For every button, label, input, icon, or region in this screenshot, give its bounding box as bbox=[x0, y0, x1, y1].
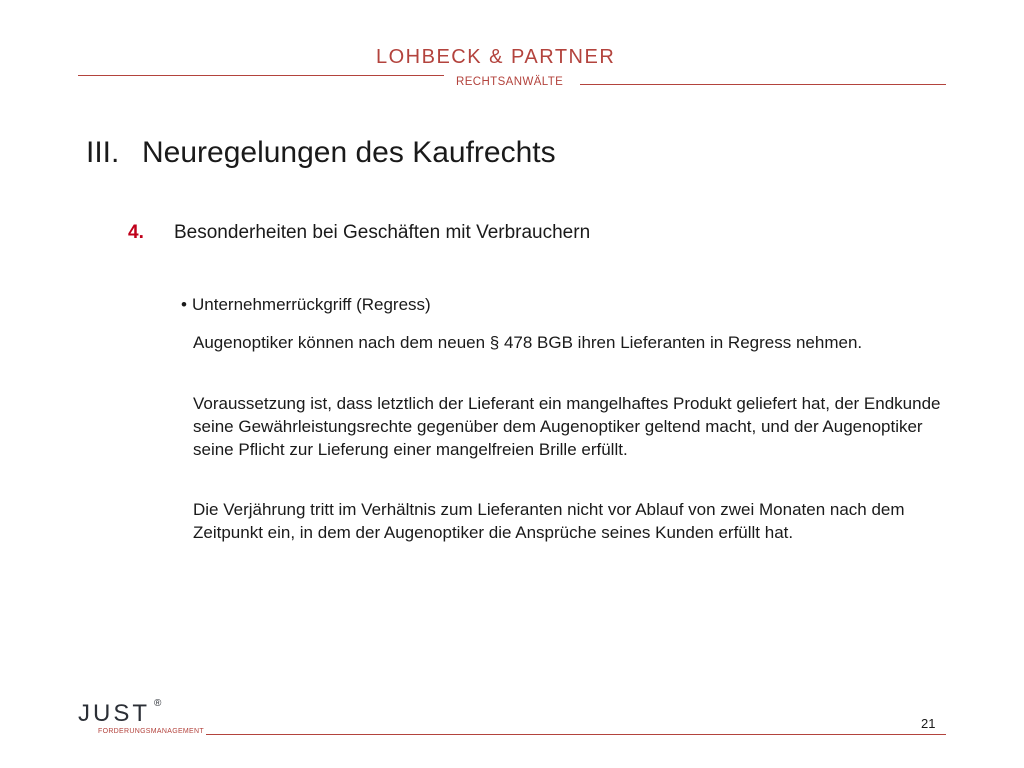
bullet-marker: • bbox=[181, 295, 187, 314]
title-text: Neuregelungen des Kaufrechts bbox=[142, 136, 556, 169]
header-rule-right bbox=[580, 84, 946, 85]
header-rule-left bbox=[78, 75, 444, 76]
paragraph-regress: Augenoptiker können nach dem neuen § 478 BGB ihren Lieferanten in Regress nehmen. bbox=[193, 333, 863, 352]
logo-text: JUST bbox=[78, 700, 150, 727]
logo-subtitle: FORDERUNGSMANAGEMENT bbox=[98, 728, 204, 735]
slide-title bbox=[86, 136, 556, 170]
firm-subtitle: RECHTSANWÄLTE bbox=[456, 76, 564, 88]
section-number: 4. bbox=[128, 222, 144, 243]
title-number: III. bbox=[86, 136, 120, 169]
section-title: Besonderheiten bei Geschäften mit Verbrauchern bbox=[174, 222, 591, 243]
bullet-item bbox=[181, 295, 431, 315]
bullet-heading: Unternehmerrückgriff (Regress) bbox=[192, 295, 431, 314]
page-number: 21 bbox=[921, 716, 936, 731]
footer-rule bbox=[206, 734, 946, 735]
section-heading bbox=[128, 222, 590, 244]
paragraph-voraussetzung: Voraussetzung ist, dass letztlich der Lieferant ein mangelhaftes Produkt geliefert hat, der Endkunde seine Gewährleistungsrechte gegenüber dem Augenoptiker geltend macht, und der Augenoptiker seine Pflicht zur Lieferung einer mangelfreien Brille erfüllt. bbox=[193, 394, 941, 459]
paragraph-verjaehrung: Die Verjährung tritt im Verhältnis zum Lieferanten nicht vor Ablauf von zwei Monaten nach dem Zeitpunkt ein, in dem der Augenoptiker die Ansprüche seines Kunden erfüllt hat. bbox=[193, 500, 905, 542]
firm-name: LOHBECK & PARTNER bbox=[376, 46, 616, 68]
logo-registered: ® bbox=[154, 698, 162, 709]
just-logo bbox=[78, 700, 202, 740]
